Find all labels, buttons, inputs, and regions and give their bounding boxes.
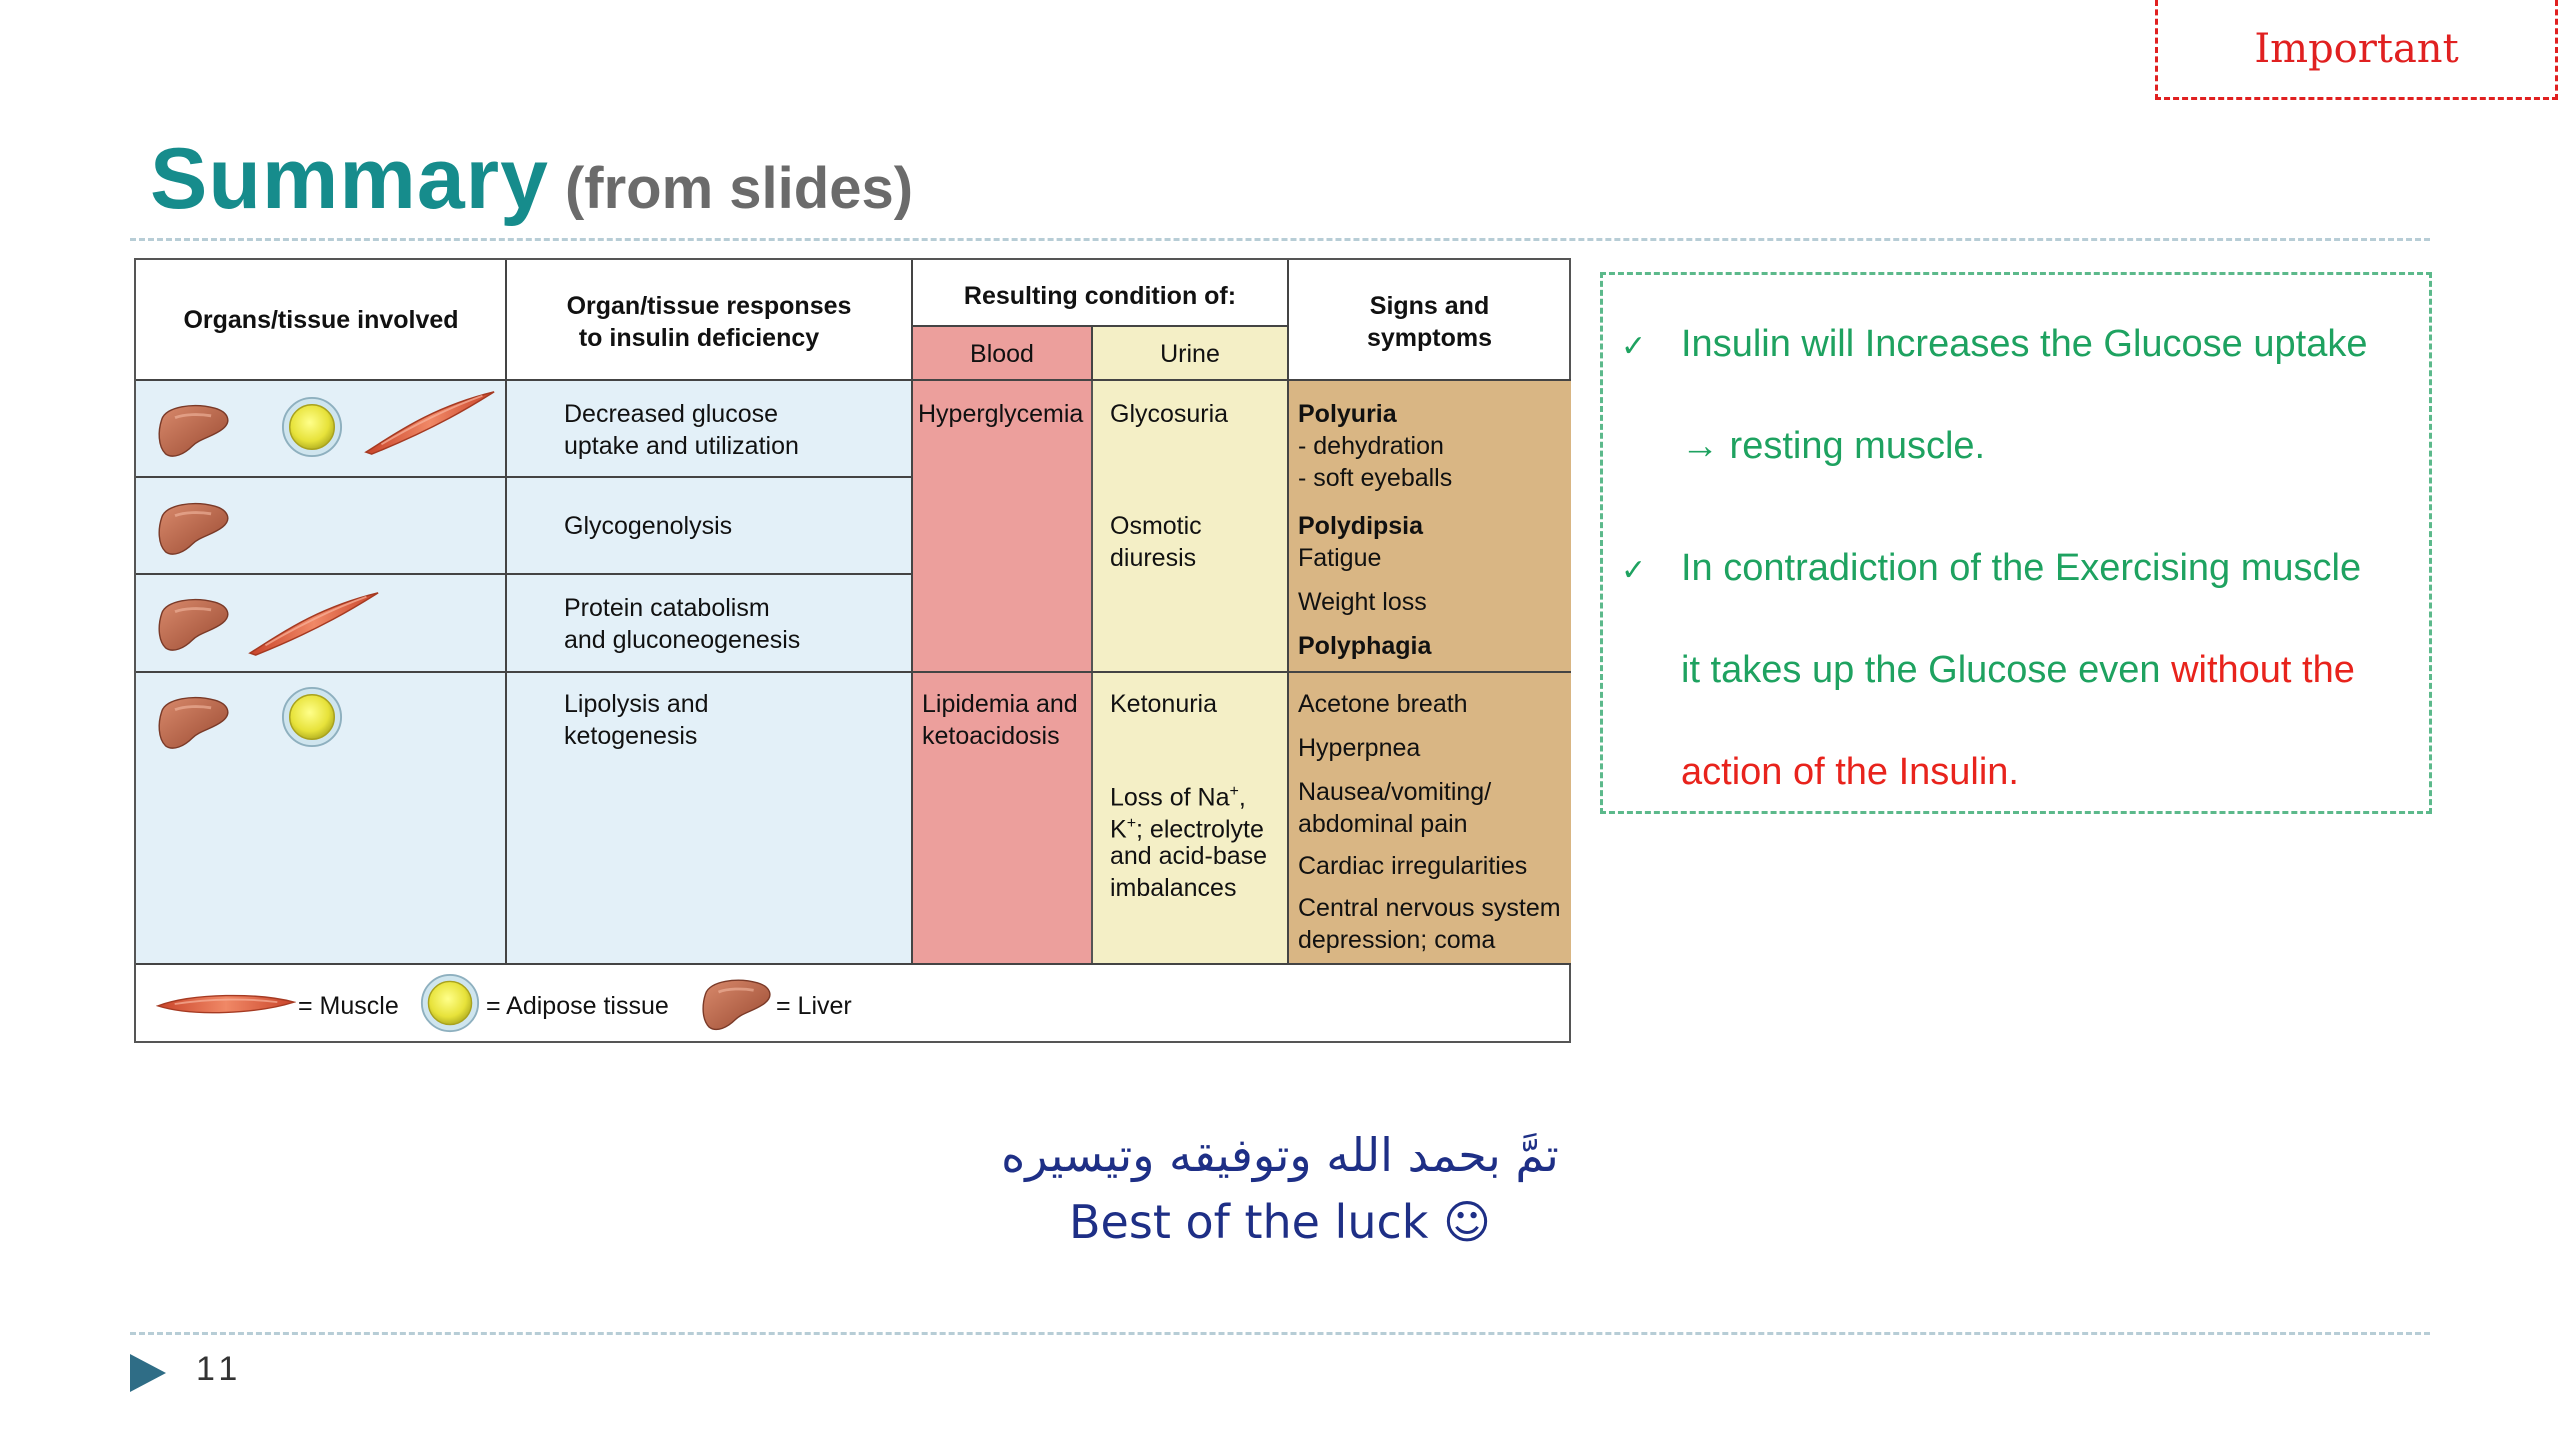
- muscle-icon: [246, 582, 382, 664]
- header-resulting: Resulting condition of:: [963, 282, 1237, 310]
- response-3-line2: and gluconeogenesis: [564, 626, 801, 654]
- sign-nausea-line2: abdominal pain: [1298, 810, 1468, 838]
- urine-loss-line3: and acid-base: [1110, 842, 1268, 870]
- legend-liver-label: = Liver: [776, 992, 852, 1020]
- sign-polydipsia: Polydipsia: [1298, 512, 1424, 540]
- adipose-icon: [281, 686, 343, 748]
- header-urine: Urine: [1160, 340, 1220, 368]
- sign-fatigue: Fatigue: [1298, 544, 1382, 572]
- response-4-line2: ketogenesis: [564, 722, 698, 750]
- blood-lipidemia-line2: ketoacidosis: [922, 722, 1060, 750]
- sign-cns-line1: Central nervous system: [1298, 894, 1561, 922]
- note-line-4: [1681, 649, 2355, 692]
- note-line-4-red: without the: [2171, 649, 2355, 691]
- grid-line: [136, 573, 912, 575]
- sign-cardiac: Cardiac irregularities: [1298, 852, 1528, 880]
- sign-cns-line2: depression; coma: [1298, 926, 1496, 954]
- sign-hyperpnea: Hyperpnea: [1298, 734, 1421, 762]
- urine-osmotic-line2: diuresis: [1110, 544, 1197, 572]
- note-line-5-red: action of the Insulin.: [1681, 751, 2019, 793]
- grid-line: [136, 476, 912, 478]
- notes-box: [1600, 272, 2432, 814]
- sign-polyuria: Polyuria: [1298, 400, 1397, 428]
- urine-loss-line1: Loss of Na+,: [1110, 783, 1246, 812]
- page-number: 11: [196, 1350, 244, 1388]
- slide-title: [150, 130, 913, 240]
- urine-glycosuria: Glycosuria: [1110, 400, 1229, 428]
- sign-nausea-line1: Nausea/vomiting/: [1298, 778, 1492, 806]
- header-responses-line2: to insulin deficiency: [578, 324, 820, 352]
- sign-polyphagia: Polyphagia: [1298, 632, 1432, 660]
- grid-line: [136, 671, 1571, 673]
- liver-icon: [156, 498, 232, 560]
- blood-hyperglycemia: Hyperglycemia: [918, 400, 1084, 428]
- important-label: Important: [2254, 25, 2459, 72]
- grid-line: [912, 325, 1288, 327]
- muscle-icon: [362, 386, 498, 458]
- title-sub: (from slides): [564, 156, 914, 221]
- response-1-line2: uptake and utilization: [564, 432, 799, 460]
- closing-arabic: تمَّ بحمد الله وتوفيقه وتيسيره: [1001, 1128, 1559, 1182]
- grid-line: [136, 963, 1571, 965]
- header-responses-line1: Organ/tissue responses: [566, 292, 852, 320]
- check-icon: ✓: [1621, 330, 1647, 363]
- note-line-1: Insulin will Increases the Glucose uptake: [1681, 323, 2368, 365]
- legend-muscle-icon: [156, 984, 296, 1024]
- sign-weight-loss: Weight loss: [1298, 588, 1427, 616]
- title-main: Summary: [150, 131, 549, 227]
- bottom-divider: [130, 1332, 2430, 1335]
- sign-acetone-breath: Acetone breath: [1298, 690, 1468, 718]
- top-divider: [130, 238, 2430, 241]
- legend-liver-icon: [700, 974, 774, 1036]
- response-1-line1: Decreased glucose: [564, 400, 779, 428]
- insulin-deficiency-table: [134, 258, 1571, 1043]
- header-signs-line2: symptoms: [1366, 324, 1493, 352]
- response-2: Glycogenolysis: [564, 512, 733, 540]
- note-line-5: [1681, 751, 2019, 794]
- note-line-3: In contradiction of the Exercising muscle: [1681, 547, 2362, 589]
- note-line-4-green: it takes up the Glucose even: [1681, 649, 2172, 691]
- check-icon: ✓: [1621, 554, 1647, 587]
- response-4-line1: Lipolysis and: [564, 690, 709, 718]
- header-organs: Organs/tissue involved: [183, 306, 459, 334]
- liver-icon: [156, 692, 232, 754]
- urine-osmotic-line1: Osmotic: [1110, 512, 1202, 540]
- urine-loss-line2: K+; electrolyte: [1110, 815, 1264, 844]
- closing-english: Best of the luck ☺: [1069, 1195, 1491, 1249]
- liver-icon: [156, 594, 232, 656]
- legend-muscle-label: = Muscle: [298, 992, 399, 1020]
- adipose-icon: [281, 396, 343, 458]
- response-3-line1: Protein catabolism: [564, 594, 770, 622]
- grid-line: [136, 379, 1571, 381]
- header-signs-line1: Signs and: [1369, 292, 1490, 320]
- liver-icon: [156, 400, 232, 462]
- urine-ketonuria: Ketonuria: [1110, 690, 1218, 718]
- legend-adipose-label: = Adipose tissue: [486, 992, 669, 1020]
- play-icon: [128, 1352, 168, 1394]
- sign-soft-eyeballs: - soft eyeballs: [1298, 464, 1453, 492]
- header-blood: Blood: [970, 340, 1034, 368]
- important-badge: [2155, 0, 2558, 100]
- note-line-2: → resting muscle.: [1681, 425, 1986, 467]
- legend-adipose-icon: [420, 973, 480, 1033]
- sign-dehydration: - dehydration: [1298, 432, 1444, 460]
- grid-line: [505, 260, 507, 964]
- urine-loss-line4: imbalances: [1110, 874, 1237, 902]
- blood-lipidemia-line1: Lipidemia and: [922, 690, 1078, 718]
